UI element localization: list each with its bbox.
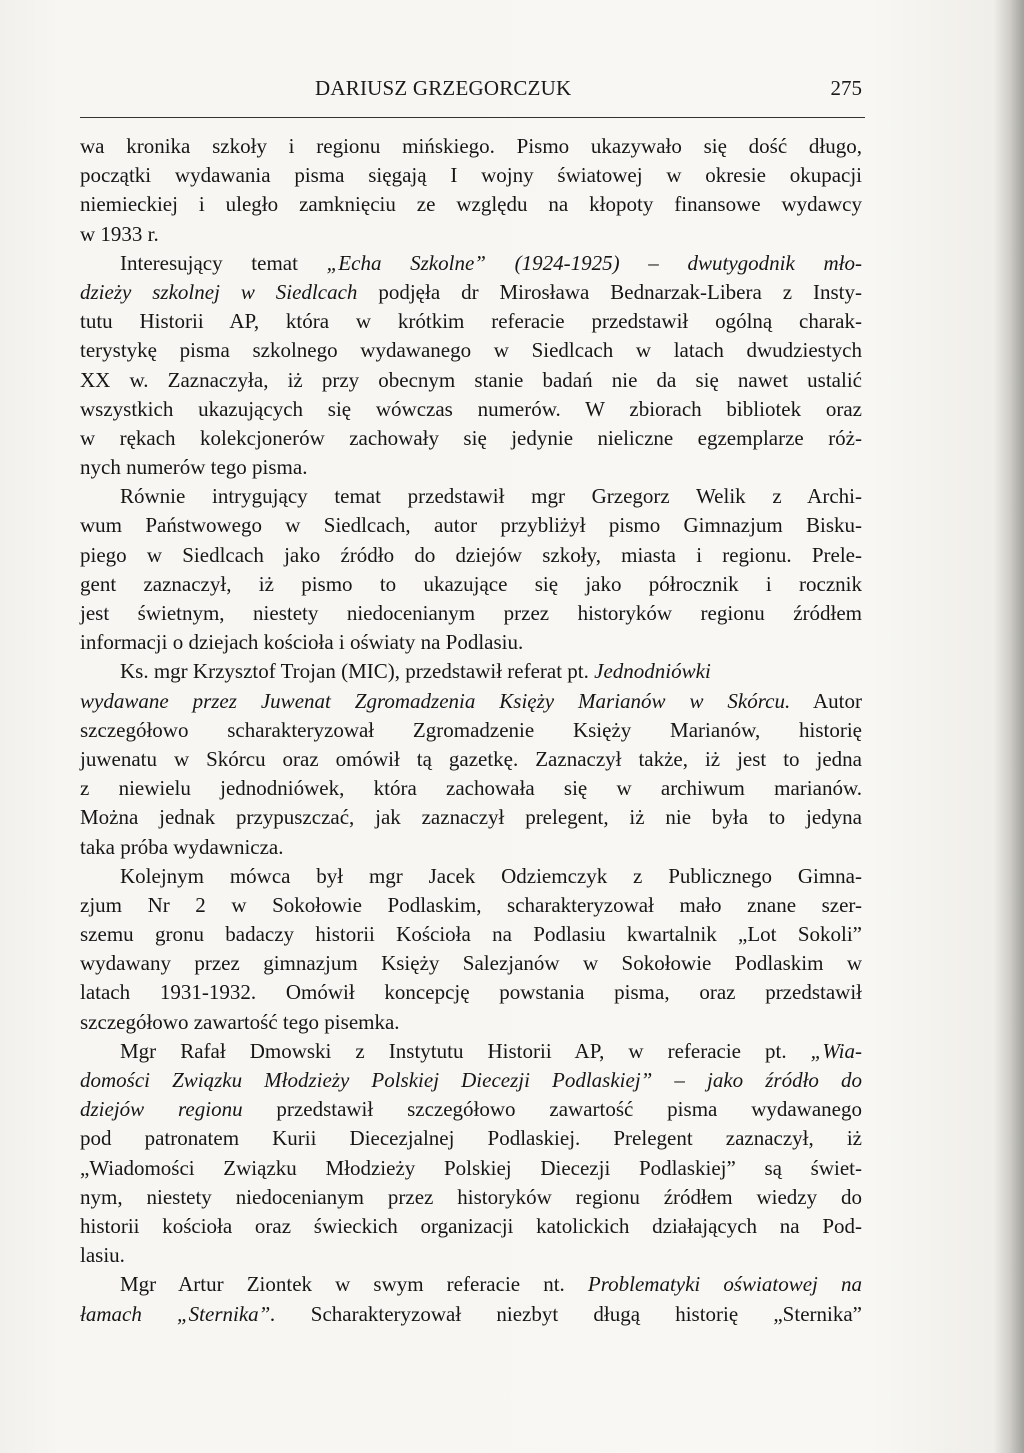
italic-text: łamach „Sternika”. [80,1301,276,1326]
text-line [80,599,862,628]
text-run: szczegółowo zawartość tego pisemka. [80,1009,400,1034]
text-run: juwenatu w Skórcu oraz omówił tą gazetkę. Zaznaczył także, iż jest to jedna [80,746,862,771]
italic-text: domości Związku Młodzieży Polskiej Diecezji Podlaskiej” – jako źródło do [80,1068,862,1092]
text-run: Mgr Artur Ziontek w swym referacie nt. [120,1272,588,1297]
text-line [80,657,862,686]
text-line [80,1037,862,1066]
text-run: wydawany przez gimnazjum Księży Salezjanów w Sokołowie Podlaskim w [80,951,862,976]
text-line [80,1270,862,1299]
running-head: DARIUSZ GRZEGORCZUK [315,76,572,100]
text-line [80,220,862,249]
text-run: zjum Nr 2 w Sokołowie Podlaskim, scharakteryzował mało znane szer- [80,892,862,917]
text-line [80,803,862,832]
text-line [80,774,862,803]
text-run: XX w. Zaznaczyła, iż przy obecnym stanie badań nie da się nawet ustalić [80,367,862,392]
page-header [80,76,862,106]
text-run: wszystkich ukazujących się wówczas numerów. W zbiorach bibliotek oraz [80,396,862,421]
text-line [80,278,862,307]
page-number: 275 [830,76,862,100]
text-line [80,1008,862,1037]
text-line [80,862,862,891]
text-line [80,833,862,862]
text-line [80,1066,862,1095]
text-run: Autor [790,688,862,713]
text-line [80,132,862,161]
text-run: „Wiadomości Związku Młodzieży Polskiej Diecezji Podlaskiej” są świet- [80,1155,862,1180]
text-line [80,366,862,395]
text-line [80,628,862,657]
body-text [80,132,862,1329]
text-run: Ks. mgr Krzysztof Trojan (MIC), przedstawił referat pt. [120,659,595,684]
text-run: Interesujący temat [120,250,327,275]
italic-text: dzieży szkolnej w Siedlcach [80,279,358,304]
text-line [80,307,862,336]
text-line [80,1300,862,1329]
text-line [80,453,862,482]
text-line [80,570,862,599]
text-run: gent zaznaczył, iż pismo to ukazujące się jako półrocznik i rocznik [80,571,862,596]
text-line [80,1124,862,1153]
italic-text: Jednodniówki [594,659,711,684]
text-line [80,1154,862,1183]
text-run: tutu Historii AP, która w krótkim referacie przedstawił ogólną charak- [80,309,862,334]
italic-text: Problematyki oświatowej na [587,1272,862,1297]
text-line [80,745,862,774]
text-line [80,1212,862,1241]
text-line [80,1095,862,1124]
page-edge-shadow [994,0,1024,1453]
text-run: historii kościoła oraz świeckich organizacji katolickich działających na Pod- [80,1213,862,1238]
text-line [80,395,862,424]
text-line [80,336,862,365]
text-run: Mgr Rafał Dmowski z Instytutu Historii AP, w referacie pt. [120,1038,811,1063]
text-run: taka próba wydawnicza. [80,834,284,859]
text-line [80,920,862,949]
text-line [80,511,862,540]
text-run: początki wydawania pisma sięgają I wojny światowej w okresie okupacji [80,163,862,188]
text-line [80,482,862,511]
text-line [80,541,862,570]
italic-text: „Echa Szkolne” (1924-1925) – dwutygodnik mło- [326,250,862,275]
header-rule [80,117,865,118]
text-run: Równie intrygujący temat przedstawił mgr Grzegorz Welik z Archi- [120,484,862,509]
text-line [80,249,862,278]
text-run: terystykę pisma szkolnego wydawanego w Siedlcach w latach dwudziestych [80,338,862,363]
text-run: Kolejnym mówca był mgr Jacek Odziemczyk z Publicznego Gimna- [120,863,862,888]
text-run: z niewielu jednodniówek, która zachowała się w archiwum marianów. [80,776,862,801]
text-run: latach 1931-1932. Omówił koncepcję powstania pisma, oraz przedstawił [80,980,862,1005]
text-line [80,716,862,745]
text-run: Scharakteryzował niezbyt długą historię „Sternika” [275,1301,862,1326]
text-run: pod patronatem Kurii Diecezjalnej Podlaskiej. Prelegent zaznaczył, iż [80,1126,862,1151]
text-run: szczegółowo scharakteryzował Zgromadzenie Księży Marianów, historię [80,717,862,742]
italic-text: „Wia- [810,1038,862,1063]
text-line [80,891,862,920]
text-run: przedstawił szczegółowo zawartość pisma wydawanego [242,1097,862,1122]
text-run: jest świetnym, niestety niedocenianym przez historyków regionu źródłem [80,601,862,625]
text-run: szemu gronu badaczy historii Kościoła na Podlasiu kwartalnik „Lot Sokoli” [80,922,862,947]
italic-text: dziejów regionu [80,1097,243,1122]
text-run: wa kronika szkoły i regionu mińskiego. Pismo ukazywało się dość długo, [80,134,862,158]
text-line [80,687,862,716]
italic-text: wydawane przez Juwenat Zgromadzenia Księży Marianów w Skórcu. [80,688,791,713]
text-run: lasiu. [80,1243,125,1268]
text-line [80,978,862,1007]
text-run: piego w Siedlcach jako źródło do dziejów szkoły, miasta i regionu. Prele- [80,542,862,567]
text-run: w 1933 r. [80,221,159,246]
text-run: Można jednak przypuszczać, jak zaznaczył prelegent, iż nie była to jedyna [80,805,862,830]
text-run: nych numerów tego pisma. [80,455,308,480]
text-line [80,949,862,978]
text-run: wum Państwowego w Siedlcach, autor przybliżył pismo Gimnazjum Bisku- [80,513,862,538]
text-run: podjęła dr Mirosława Bednarzak-Libera z Insty- [357,279,862,304]
text-line [80,1241,862,1270]
text-line [80,161,862,190]
text-line [80,190,862,219]
text-line [80,424,862,453]
text-run: nym, niestety niedocenianym przez historyków regionu źródłem wiedzy do [80,1184,862,1209]
text-run: informacji o dziejach kościoła i oświaty na Podlasiu. [80,630,524,655]
text-line [80,1183,862,1212]
text-run: niemieckiej i uległo zamknięciu ze względu na kłopoty finansowe wydawcy [80,192,862,217]
text-run: w rękach kolekcjonerów zachowały się jedynie nieliczne egzemplarze róż- [80,425,862,450]
